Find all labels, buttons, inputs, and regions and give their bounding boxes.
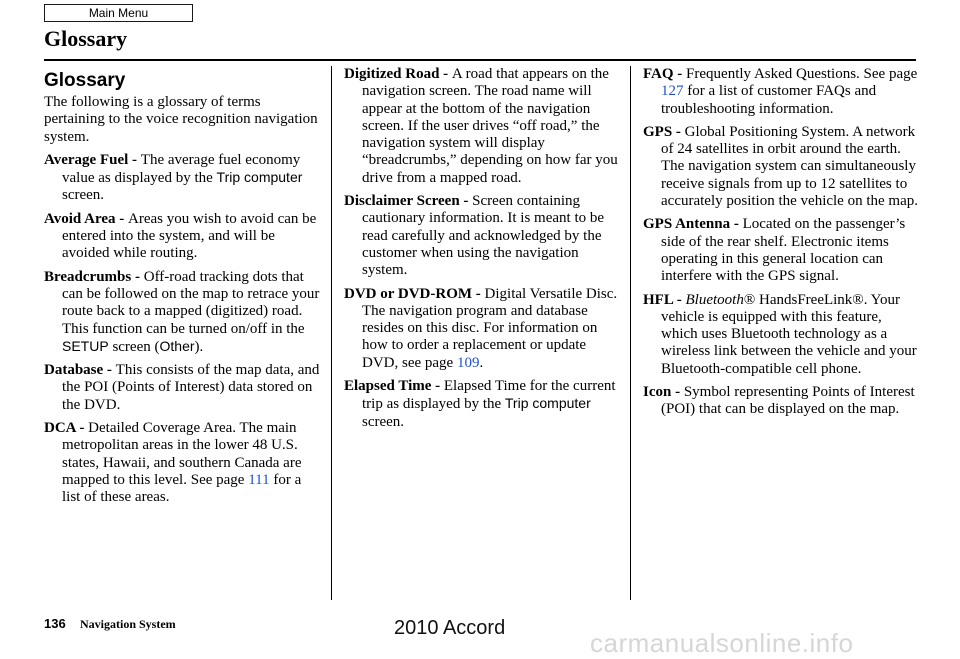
entry-text: Frequently Asked Questions. See page (686, 66, 918, 82)
entry-text: Off-road tracking dots that can be followed on the map to retrace your route back to a mapped (digitized) road. This function can be turned on/off in the (62, 268, 320, 337)
entry-term: Disclaimer Screen - (344, 193, 473, 210)
entry-text: screen ( (108, 338, 160, 355)
entry-text: Areas you wish to avoid can be entered into the system, and will be avoided while routing. (62, 210, 317, 262)
entry-dca (44, 420, 322, 506)
entry-text: for a list of customer FAQs and troubleshooting information. (661, 83, 877, 117)
column-2 (344, 66, 620, 437)
entry-term: Avoid Area - (44, 210, 129, 227)
column-divider-1 (331, 66, 332, 600)
entry-digitized-road (344, 66, 620, 187)
entry-term: Elapsed Time - (344, 378, 444, 395)
entry-gps (643, 124, 919, 210)
entry-text: Global Positioning System. A network of 24 satellites in orbit around the earth. The navigation system can simultaneously receive signals from up to 12 satellites to accurately position the vehicle on the map. (661, 123, 918, 210)
entry-text: screen. (62, 187, 105, 204)
entry-text: . (479, 354, 484, 371)
entry-term: Average Fuel - (44, 151, 141, 168)
entry-term: GPS Antenna - (643, 216, 743, 233)
entry-text: Elapsed Time for the current trip as displayed by the (362, 378, 616, 413)
main-menu-button[interactable]: Main Menu (44, 4, 193, 22)
screen-name: SETUP (62, 337, 109, 354)
entry-text: Symbol representing Points of Interest (POI) that can be displayed on the map. (661, 384, 915, 418)
entry-text: Located on the passenger’s side of the rear shelf. Electronic items operating in this general location can interfere with the GPS signal. (661, 216, 906, 285)
site-watermark: carmanualsonline.info (590, 628, 854, 658)
entry-text: The average fuel economy value as displayed by the (62, 151, 301, 187)
footer-page-number: 136 (44, 616, 66, 631)
entry-text: Screen containing cautionary information. It is meant to be read carefully and acknowledged by the customer when using the navigation system. (362, 193, 605, 279)
entry-term: Database - (44, 362, 116, 379)
entry-average-fuel (44, 152, 322, 205)
entry-avoid-area (44, 211, 322, 263)
entry-text: for a list of these areas. (62, 471, 302, 506)
column-divider-2 (630, 66, 631, 600)
entry-text: ® HandsFreeLink®. Your vehicle is equipped with this feature, which uses Bluetooth technology as a wireless link between the vehicle and your Bluetooth-compatible cell phone. (661, 291, 917, 377)
screen-name: Trip computer (504, 395, 591, 412)
page-link[interactable]: 111 (248, 471, 270, 488)
section-intro: The following is a glossary of terms pertaining to the voice recognition navigation system. (44, 94, 318, 145)
entry-text: Digital Versatile Disc. The navigation program and database resides on this disc. For information on how to order a replacement or update DVD, see page (362, 285, 618, 371)
entry-text-italic: Bluetooth (685, 291, 744, 308)
page-title: Glossary (44, 26, 128, 51)
entry-text: Detailed Coverage Area. The main metropolitan areas in the lower 48 U.S. states, Hawaii, and southern Canada are mapped to this level. See page (62, 420, 302, 488)
entry-database (44, 362, 322, 414)
entry-term: Breadcrumbs - (44, 268, 144, 285)
page-link[interactable]: 127 (661, 83, 684, 100)
entry-disclaimer-screen (344, 193, 620, 279)
column-3 (643, 66, 919, 425)
entry-hfl (643, 292, 919, 378)
entry-text: A road that appears on the navigation screen. The road name will appear at the bottom of the navigation screen. If the user drives “off road,” the navigation system will display “breadcrumbs,” depending on how far you drive from a mapped road. (362, 66, 618, 186)
column-1 (44, 66, 322, 513)
entry-text: This consists of the map data, and the POI (Points of Interest) data stored on the DVD. (62, 362, 320, 413)
entry-elapsed-time (344, 378, 620, 431)
entry-faq (643, 66, 919, 118)
entry-term: GPS - (643, 123, 685, 140)
model-watermark: 2010 Accord (394, 617, 506, 639)
entry-term: FAQ - (643, 66, 687, 82)
entry-breadcrumbs (44, 269, 322, 356)
entry-term: HFL - (643, 291, 686, 308)
section-title: Glossary (44, 70, 126, 91)
entry-term: Icon - (643, 384, 684, 401)
entry-term: DCA - (44, 420, 89, 437)
entry-text: ). (194, 338, 204, 355)
header-divider (44, 59, 916, 61)
entry-text: screen. (362, 413, 405, 430)
screen-name: Other (159, 337, 195, 354)
footer-title: Navigation System (80, 617, 176, 631)
entry-term: Digitized Road - (344, 66, 452, 82)
page-link[interactable]: 109 (456, 354, 480, 371)
entry-dvd (344, 286, 620, 372)
screen-name: Trip computer (216, 169, 303, 186)
entry-gps-antenna (643, 216, 919, 285)
entry-term: DVD or DVD-ROM - (344, 285, 485, 302)
entry-icon (643, 384, 919, 419)
